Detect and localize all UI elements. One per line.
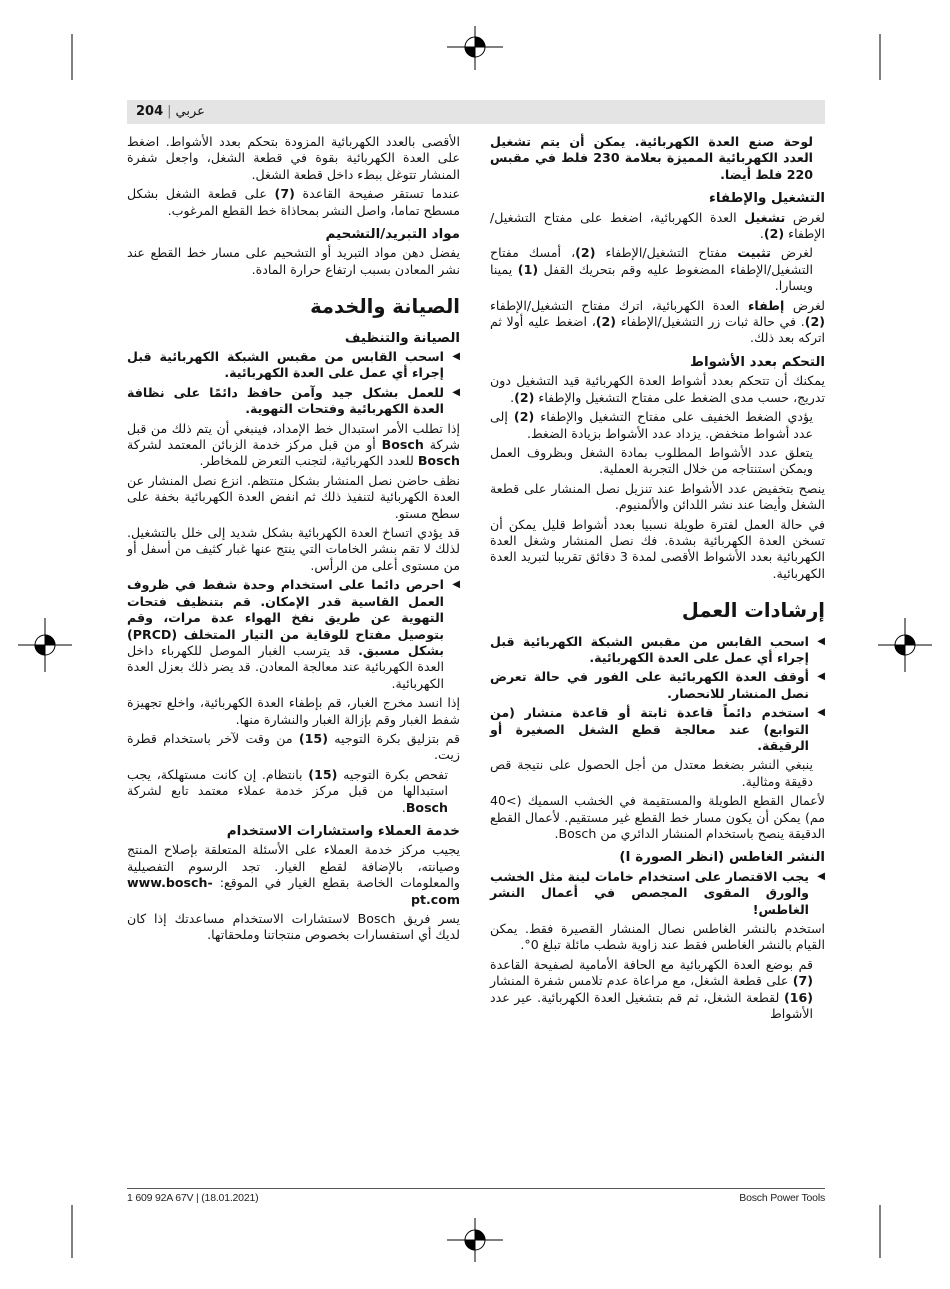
text-run: إطفاء (747, 297, 785, 313)
paragraph (490, 793, 825, 842)
text-run: يجيب مركز خدمة العملاء على الأسئلة المتعلقة بإصلاح المنتج وصيانته، بالإضافة لقطع الغيار. تجد الرسوم التفصيلية والمعلومات الخاصة بقطع الغيار في الموقع: (127, 842, 460, 891)
paragraph (127, 421, 460, 470)
paragraph (127, 473, 460, 522)
text-run: إذا انسد مخرج الغبار، قم بإطفاء العدة الكهربائية، واخلع تجهيزة شفط الغبار وقم بإزالة الغبار والنشارة منها. (127, 695, 460, 727)
bullet-item (490, 705, 825, 754)
text-run: العدة الكهربائية، اترك مفتاح التشغيل/الإطفاء (490, 297, 748, 313)
registration-mark-icon (447, 1218, 503, 1262)
text-run: من وقت لآخر باستخدام قطرة زيت. (127, 730, 460, 763)
text-run: عندما تستقر صفيحة القاعدة (294, 186, 460, 202)
text-run: تفحص بكرة التوجيه (337, 766, 448, 782)
text-run: (2) (595, 314, 617, 330)
bullet-item (127, 577, 460, 692)
text-run: . (759, 226, 764, 242)
text-run: يمينا ويسارا. (490, 261, 813, 294)
sub-heading (127, 226, 460, 242)
text-run: اسحب القابس من مقبس الشبكة الكهربائية قبل إجراء أي عمل على العدة الكهربائية. (490, 633, 809, 665)
paragraph (490, 757, 825, 790)
lead-note (490, 134, 825, 183)
sub-heading (127, 823, 460, 839)
text-run: التشغيل والإطفاء (708, 190, 825, 207)
paragraph (490, 957, 825, 1023)
text-run: الأقصى بالعدد الكهربائية المزودة بتحكم بعدد الأشواط. اضغط على العدة الكهربائية بقوة في قطعة الشغل، واجعل شفرة المنشار تتوغل ببطء داخل قطعة الشغل. (127, 134, 460, 182)
text-run: العدة الكهربائية، اضغط على مفتاح التشغيل/الإطفاء (490, 209, 825, 242)
text-run: يؤدي الضغط الخفيف على مفتاح التشغيل والإطفاء (534, 409, 813, 425)
bullet-item (490, 869, 825, 918)
paragraph (127, 767, 460, 816)
text-run: يفضل دهن مواد التبريد أو التشحيم على مسار خط القطع عند نشر المعادن بسبب ارتفاع حرارة المادة. (127, 245, 460, 277)
paragraph (490, 517, 825, 583)
triangle-left-icon (817, 869, 825, 885)
text-run: التحكم بعدد الأشواط (690, 353, 825, 370)
text-run: إذا تطلب الأمر استبدال خط الإمداد، فينبغي أن يتم ذلك من قبل شركة (127, 420, 460, 453)
text-run: تشغيل (744, 209, 786, 225)
text-run: مفتاح التشغيل/الإطفاء (595, 245, 738, 261)
registration-mark-icon (18, 618, 72, 672)
bullet-item (127, 349, 460, 382)
text-run: مواد التبريد/التشحيم (325, 226, 460, 243)
paragraph (127, 186, 460, 219)
text-run: استخدم دائماً قاعدة ثابتة أو قاعدة منشار (من التوابع) عند معالجة قطع الشغل الصغيرة أو الرقيقة. (490, 705, 809, 753)
page-header (127, 100, 825, 124)
text-run: للعمل بشكل جيد وآمن حافظ دائمًا على نظافة العدة الكهربائية وفتحات التهوية. (127, 384, 444, 417)
text-run: ، اضغط عليه أولا ثم اتركه بعد ذلك. (490, 314, 825, 346)
text-run: أو من قبل مركز خدمة الزبائن المعتمد لشركة (127, 437, 382, 453)
paragraph (127, 842, 460, 908)
text-run: Bosch (417, 453, 460, 469)
paragraph (127, 134, 460, 183)
paragraph (127, 525, 460, 574)
text-run: www.bosch-pt.com (127, 875, 460, 907)
triangle-left-icon (452, 577, 460, 593)
text-run: (15) (308, 766, 338, 782)
sub-heading (490, 354, 825, 370)
text-run: للعدد الكهربائية، لتجنب التعرض للمخاطر. (199, 453, 418, 469)
bullet-item (127, 385, 460, 418)
text-run: (7) (792, 973, 813, 989)
text-run: استخدم بالنشر الغاطس نصال المنشار القصيرة فقط. يمكن القيام بالنشر الغاطس فقط عند زاوية شطب مائلة تبلغ 0°. (490, 921, 825, 953)
section-heading (127, 294, 460, 320)
text-run: ينبغي النشر بضغط معتدل من أجل الحصول على نتيجة قص دقيقة ومثالية. (490, 757, 813, 789)
triangle-left-icon (452, 385, 460, 401)
text-run: النشر الغاطس (انظر الصورة I) (619, 849, 825, 866)
header-separator: | (167, 104, 172, 119)
paragraph (127, 695, 460, 728)
paragraph (127, 731, 460, 764)
registration-mark-icon (447, 26, 503, 70)
triangle-left-icon (452, 349, 460, 365)
sub-heading (490, 849, 825, 865)
paragraph (127, 245, 460, 278)
text-run: (2) (575, 245, 596, 261)
text-run: . في حالة ثبات زر التشغيل/الإطفاء (616, 314, 805, 330)
section-heading (490, 598, 825, 624)
text-run: الصيانة والتنظيف (344, 329, 460, 346)
text-run: الصيانة والخدمة (310, 295, 460, 319)
text-run: (2) (763, 226, 785, 242)
text-run: نظف حاضن نصل المنشار بشكل منتظم. انزع نصل المنشار عن العدة الكهربائية لتنفيذ ذلك ثم انفض العدة الكهربائية بخفة على سطح مستو. (127, 472, 460, 521)
text-run: لقطعة الشغل، ثم قم بتشغيل العدة الكهربائية. عير عدد الأشواط (490, 989, 813, 1022)
text-run: لغرض (784, 297, 825, 313)
text-run: قم بتزليق بكرة التوجيه (327, 730, 460, 746)
text-run: يجب الاقتصار على استخدام خامات لينة مثل الخشب والورق المقوى المجصص في أعمال النشر الغاطس! (490, 868, 809, 917)
text-run: لغرض (785, 209, 825, 225)
text-run: . (510, 389, 515, 405)
bullet-item (490, 669, 825, 702)
paragraph (490, 481, 825, 514)
paragraph (490, 245, 825, 294)
text-run: (7) (274, 186, 295, 202)
right-text-column (490, 134, 825, 1025)
text-run: قد يؤدي اتساخ العدة الكهربائية بشكل شديد إلى خلل بالتشغيل. لذلك لا تقم بنشر الخامات التي ينتج عنها غبار كثيف من أسفل أو من مستوى أعلى من الرأس. (127, 525, 460, 573)
paragraph (490, 298, 825, 347)
text-run: بانتظام. إن كانت مستهلكة، يجب استبدالها من قبل مركز خدمة عملاء معتمد تابع لشركة (127, 766, 448, 799)
text-run: لغرض (770, 245, 813, 261)
text-run: (2) (804, 314, 825, 330)
page-number: 204 (136, 104, 164, 119)
triangle-left-icon (817, 669, 825, 685)
text-run: خدمة العملاء واستشارات الاستخدام (226, 822, 460, 839)
left-text-column (127, 134, 460, 947)
text-run: (2) (513, 409, 535, 425)
text-run: اسحب القابس من مقبس الشبكة الكهربائية قبل إجراء أي عمل على العدة الكهربائية. (127, 349, 444, 381)
text-run: يسر فريق Bosch لاستشارات الاستخدام مساعدتك إذا كان لديك أي استفسارات بخصوص منتجاتنا وملحقاتها. (127, 911, 461, 943)
text-run: يتعلق عدد الأشواط المطلوب بمادة الشغل وبظروف العمل ويمكن استنتاجه من خلال التجربة العملية. (490, 444, 813, 477)
text-run: تثبيت (737, 245, 771, 261)
text-run: ، أمسك مفتاح التشغيل/الإطفاء المضغوط عليه وقم بتحريك القفل (490, 245, 813, 277)
text-run: لوحة صنع العدة الكهربائية. يمكن أن يتم تشغيل العدد الكهربائية المميزة بعلامة 230 فلط في مقبس 220 فلط أيضا. (490, 134, 813, 182)
registration-mark-icon (878, 618, 932, 672)
text-run: ينصح بتخفيض عدد الأشواط عند تنزيل نصل المنشار على قطعة الشغل وأيضا عند نشر اللدائن والألمنيوم. (490, 480, 825, 513)
triangle-left-icon (817, 634, 825, 650)
text-run: أوقف العدة الكهربائية على الفور في حالة تعرض نصل المنشار للانحصار. (490, 669, 809, 701)
text-run: على قطعة الشغل، مع مراعاة عدم تلامس شفرة المنشار (490, 973, 793, 989)
text-run: قد يترسب الغبار الموصل للكهرباء داخل العدة الكهربائية عند معالجة المعادن. قد يضر ذلك بعزل العدة الكهربائية. (127, 642, 444, 691)
text-run: في حالة العمل لفترة طويلة نسبيا بعدد أشواط قليل يمكن أن تسخن العدة الكهربائية بشدة. فك نصل المنشار وشغل العدة الكهربائية بعدد الأشواط الأقصى لمدة 3 دقائق تقريبا لتبريد العدة الكهربائية. (490, 516, 825, 581)
text-run: إلى عدد أشواط منخفض. يزداد عدد الأشواط بزيادة الضغط. (490, 409, 813, 441)
footer-rule (127, 1188, 825, 1189)
sub-heading (490, 190, 825, 206)
brand-name: Bosch Power Tools (739, 1192, 825, 1204)
paragraph (490, 210, 825, 243)
text-run: (1) (517, 261, 539, 277)
paragraph (490, 921, 825, 954)
text-run: احرص دائما على استخدام وحدة شفط في ظروف العمل القاسية قدر الإمكان. قم بتنظيف فتحات التهوية عن طريق نفخ الهواء عدة مرات، وقم بتوصيل مفتاح للوقاية من التيار المتخلف (PRCD) بشكل مسبق. (127, 577, 445, 658)
sub-heading (127, 330, 460, 346)
text-run: (15) (298, 730, 328, 746)
text-run: Bosch (381, 437, 424, 453)
text-run: (2) (514, 389, 535, 405)
paragraph (490, 373, 825, 406)
text-run: (16) (783, 989, 813, 1005)
text-run: على قطعة الشغل بشكل مسطح تماما، واصل النشر بمحاذاة خط القطع المرغوب. (127, 186, 460, 218)
paragraph (490, 409, 825, 442)
language-label: عربي (175, 104, 205, 119)
text-run: يمكنك أن تتحكم بعدد أشواط العدة الكهربائية قيد التشغيل دون تدريج، حسب مدى الضغط على مفتاح التشغيل والإطفاء (490, 373, 825, 405)
text-run: . (401, 799, 406, 815)
text-run: قم بوضع العدة الكهربائية مع الحافة الأمامية لصفيحة القاعدة (490, 956, 813, 972)
text-run: إرشادات العمل (681, 599, 825, 623)
bullet-item (490, 634, 825, 667)
text-run: Bosch (405, 799, 448, 815)
paragraph (127, 911, 460, 944)
paragraph (490, 445, 825, 478)
document-id: 1 609 92A 67V | (18.01.2021) (127, 1192, 259, 1204)
text-run: لأعمال القطع الطويلة والمستقيمة في الخشب السميك (>40 مم) يمكن أن يكون مسار خط القطع غير مستقيم. لأعمال القطع الدقيقة ينصح باستخدام المنشار الدائري من Bosch. (490, 793, 825, 841)
triangle-left-icon (817, 705, 825, 721)
